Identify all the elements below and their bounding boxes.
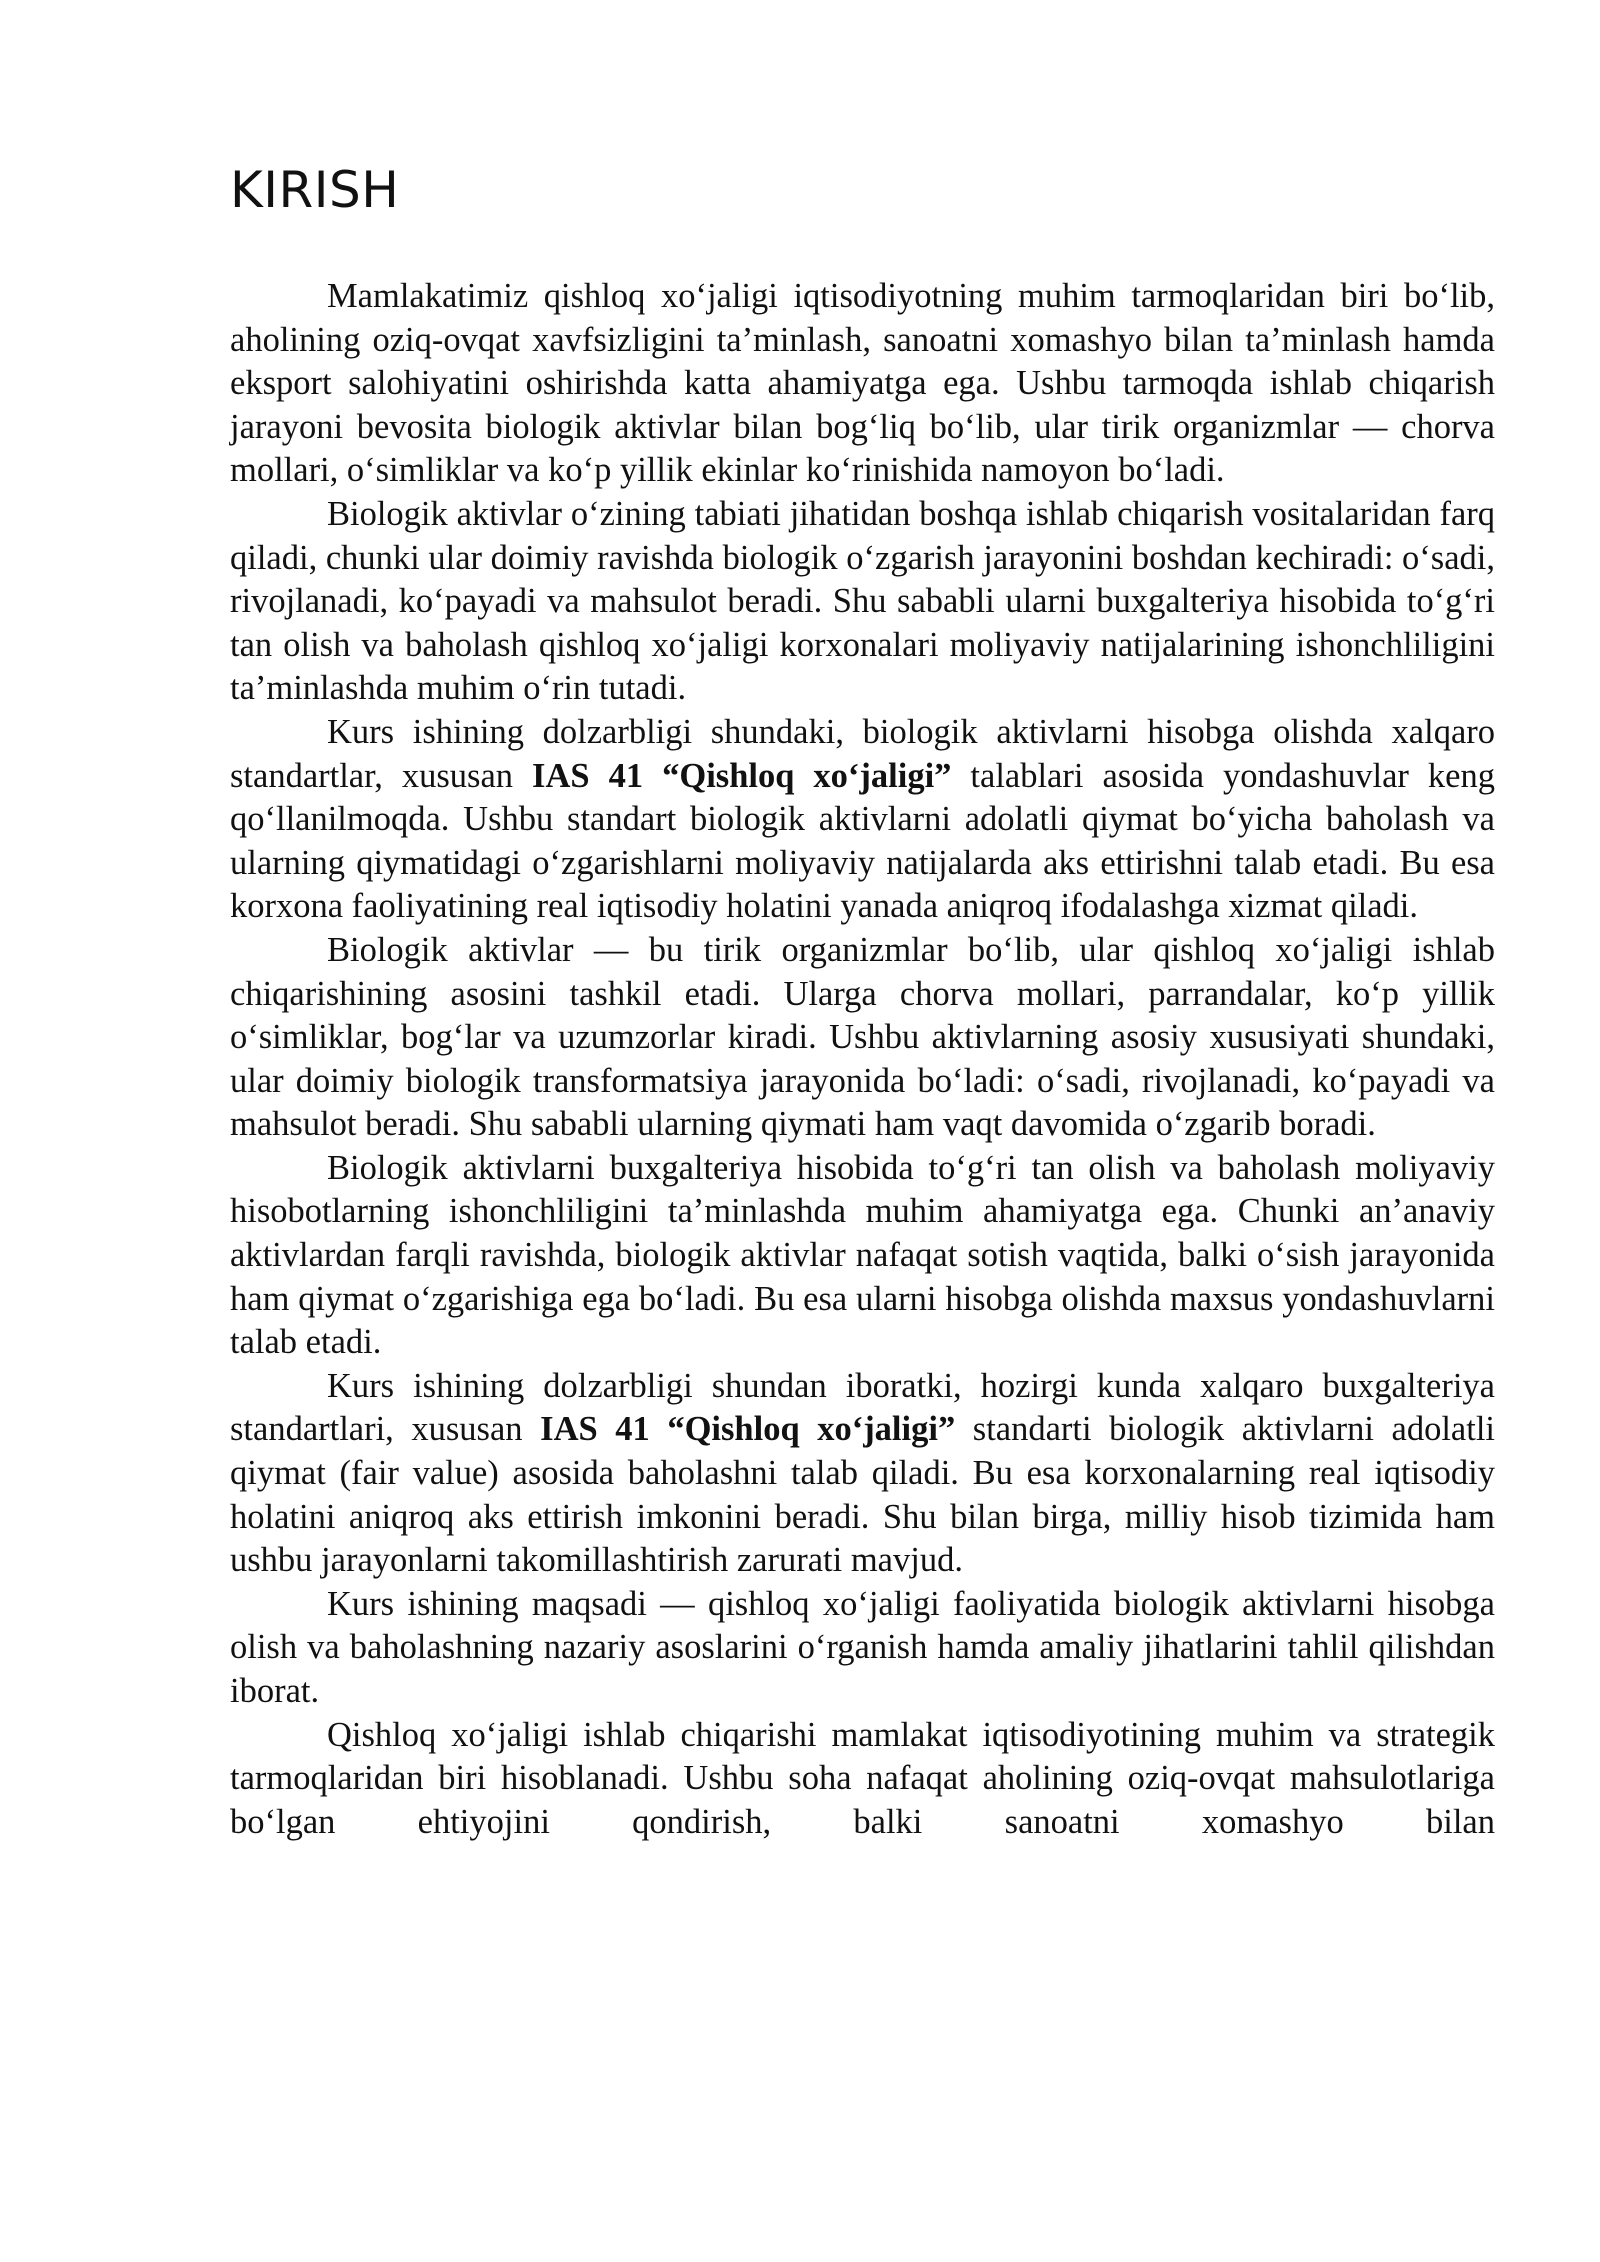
body-text — [230, 275, 1495, 1844]
text-run: Kurs ishining maqsadi — qishloq xo‘jaligi faoliyatida biologik aktivlarni hisobga olish va baholashning nazariy asoslarini o‘rganish hamda amaliy jihatlarini tahlil qilishdan iborat. — [230, 1584, 1495, 1710]
page-title: KIRISH — [230, 161, 400, 219]
paragraph — [230, 493, 1495, 711]
paragraph — [230, 1714, 1495, 1845]
bold-reference: IAS 41 “Qishloq xo‘jaligi” — [532, 756, 952, 795]
paragraph — [230, 1147, 1495, 1365]
text-run: standarti biologik aktivlarni adolatli qiymat (fair value) asosida baholashni talab qiladi. Bu esa korxonalarning real iqtisodiy holatini aniqroq aks ettirish imkonini beradi. Shu bilan birga, milliy hisob tizimida ham ushbu jarayonlarni takomillashtirish zarurati mavjud. — [230, 1410, 1495, 1580]
paragraph — [230, 711, 1495, 929]
text-run: Mamlakatimiz qishloq xo‘jaligi iqtisodiyotning muhim tarmoqlaridan biri bo‘lib, aholining oziq-ovqat xavfsizligini ta’minlash, sanoatni xomashyo bilan ta’minlash hamda eksport salohiyatini oshirishda katta ahamiyatga ega. Ushbu tarmoqda ishlab chiqarish jarayoni bevosita biologik aktivlar bilan bog‘liq bo‘lib, ular tirik organizmlar — chorva mollari, o‘simliklar va ko‘p yillik ekinlar ko‘rinishida namoyon bo‘ladi. — [230, 277, 1495, 490]
text-run: Biologik aktivlar o‘zining tabiati jihatidan boshqa ishlab chiqarish vositalaridan farq qiladi, chunki ular doimiy ravishda biologik o‘zgarish jarayonini boshdan kechiradi: o‘sadi, rivojlanadi, ko‘payadi va mahsulot beradi. Shu sababli ularni buxgalteriya hisobida to‘g‘ri tan olish va baholash qishloq xo‘jaligi korxonalari moliyaviy natijalarining ishonchliligini ta’minlashda muhim o‘rin tutadi. — [230, 494, 1495, 708]
paragraph — [230, 275, 1495, 493]
paragraph — [230, 929, 1495, 1147]
text-run: Qishloq xo‘jaligi ishlab chiqarishi mamlakat iqtisodiyotining muhim va strategik tarmoqlaridan biri hisoblanadi. Ushbu soha nafaqat aholining oziq-ovqat mahsulotlariga bo‘lgan ehtiyojini qondirish, balki sanoatni xomashyo bilan — [230, 1715, 1495, 1841]
text-run: Biologik aktivlar — bu tirik organizmlar bo‘lib, ular qishloq xo‘jaligi ishlab chiqarishining asosini tashkil etadi. Ularga chorva mollari, parrandalar, ko‘p yillik o‘simliklar, bog‘lar va uzumzorlar kiradi. Ushbu aktivlarning asosiy xususiyati shundaki, ular doimiy biologik transformatsiya jarayonida bo‘ladi: o‘sadi, rivojlanadi, ko‘payadi va mahsulot beradi. Shu sababli ularning qiymati ham vaqt davomida o‘zgarib boradi. — [230, 930, 1495, 1144]
paragraph — [230, 1365, 1495, 1583]
text-run: Biologik aktivlarni buxgalteriya hisobida to‘g‘ri tan olish va baholash moliyaviy hisobotlarning ishonchliligini ta’minlashda muhim ahamiyatga ega. Chunki an’anaviy aktivlardan farqli ravishda, biologik aktivlar nafaqat sotish vaqtida, balki o‘sish jarayonida ham qiymat o‘zgarishiga ega bo‘ladi. Bu esa ularni hisobga olishda maxsus yondashuvlarni talab etadi. — [230, 1148, 1495, 1362]
text-run: talablari asosida yondashuvlar keng qo‘llanilmoqda. Ushbu standart biologik aktivlarni adolatli qiymat bo‘yicha baholash va ularning qiymatidagi o‘zgarishlarni moliyaviy natijalarda aks ettirishni talab etadi. Bu esa korxona faoliyatining real iqtisodiy holatini yanada aniqroq ifodalashga xizmat qiladi. — [230, 756, 1495, 926]
bold-reference: IAS 41 “Qishloq xo‘jaligi” — [540, 1410, 956, 1449]
paragraph — [230, 1583, 1495, 1714]
text-run: Kurs ishining dolzarbligi shundan iboratki, hozirgi kunda xalqaro buxgalteriya standartlari, xususan — [230, 1366, 1495, 1449]
text-run: Kurs ishining dolzarbligi shundaki, biologik aktivlarni hisobga olishda xalqaro standartlar, xususan — [230, 712, 1495, 795]
